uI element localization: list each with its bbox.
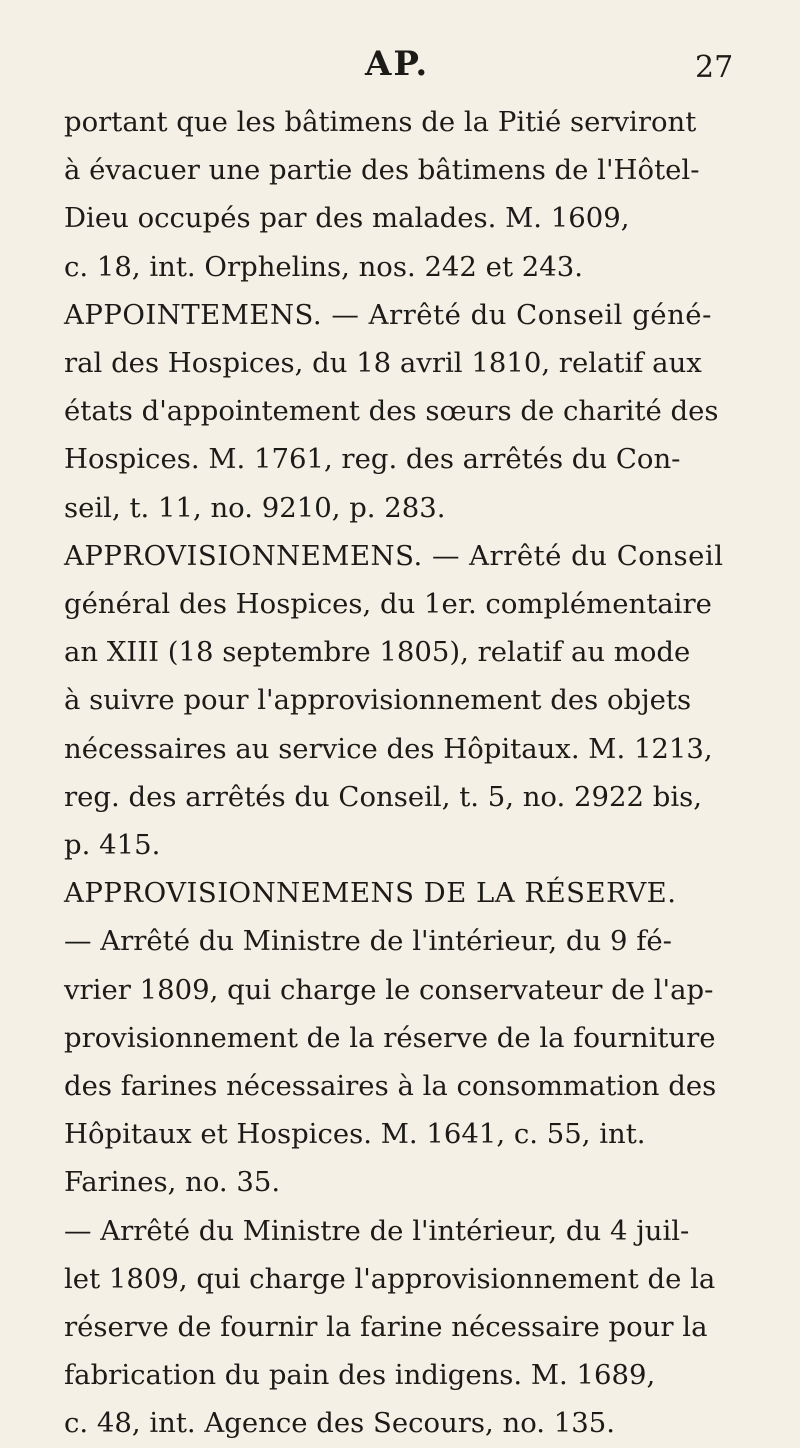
text-line: c. 18, int. Orphelins, nos. 242 et 243. (64, 250, 583, 283)
text-line: Farines, no. 35. (64, 1166, 281, 1199)
index-entry-continuation (64, 98, 724, 291)
text-line: à évacuer une partie des bâtimens de l'Hôtel- (64, 154, 700, 187)
index-entry-approvisionnemens (64, 532, 724, 869)
text-line: fabrication du pain des indigens. M. 1689, (64, 1359, 656, 1392)
text-line: états d'appointement des sœurs de charité des (64, 395, 719, 428)
text-line: reg. des arrêtés du Conseil, t. 5, no. 2922 bis, (64, 780, 702, 813)
text-line: ral des Hospices, du 18 avril 1810, relatif aux (64, 347, 702, 380)
text-line: provisionnement de la réserve de la fourniture (64, 1021, 716, 1054)
index-entry-arrete-farine (64, 1207, 724, 1448)
text-line: à suivre pour l'approvisionnement des objets (64, 684, 692, 717)
text-line: — Arrêté du Ministre de l'intérieur, du 9 fé- (64, 925, 672, 958)
text-line: portant que les bâtimens de la Pitié serviront (64, 106, 697, 138)
text-line: nécessaires au service des Hôpitaux. M. 1213, (64, 732, 713, 765)
text-line: APPOINTEMENS. — Arrêté du Conseil géné- (64, 298, 712, 331)
text-line: vrier 1809, qui charge le conservateur de l'ap- (64, 973, 714, 1006)
running-title: AP. (365, 44, 430, 84)
text-line: — Arrêté du Ministre de l'intérieur, du 4 juil- (64, 1214, 690, 1247)
text-line: an XIII (18 septembre 1805), relatif au mode (64, 636, 691, 669)
text-line: Dieu occupés par des malades. M. 1609, (64, 202, 630, 235)
page-number: 27 (695, 50, 734, 85)
text-line: réserve de fournir la farine nécessaire pour la (64, 1311, 708, 1344)
index-entry-appointemens (64, 291, 724, 532)
text-line: Hôpitaux et Hospices. M. 1641, c. 55, int. (64, 1118, 646, 1151)
text-line: des farines nécessaires à la consommation des (64, 1070, 717, 1103)
text-line: seil, t. 11, no. 9210, p. 283. (64, 491, 446, 524)
text-line: Hospices. M. 1761, reg. des arrêtés du Con- (64, 443, 681, 476)
text-line: p. 415. (64, 829, 161, 862)
text-line: c. 48, int. Agence des Secours, no. 135. (64, 1407, 616, 1440)
text-line: let 1809, qui charge l'approvisionnement de la (64, 1262, 716, 1295)
running-header (0, 44, 800, 94)
text-line: général des Hospices, du 1er. complémentaire (64, 588, 712, 621)
index-entry-approvisionnemens-reserve (64, 869, 724, 1206)
index-entries (64, 98, 724, 1448)
text-line: APPROVISIONNEMENS. — Arrêté du Conseil (64, 539, 724, 572)
text-line: APPROVISIONNEMENS DE LA RÉSERVE. (64, 877, 677, 910)
